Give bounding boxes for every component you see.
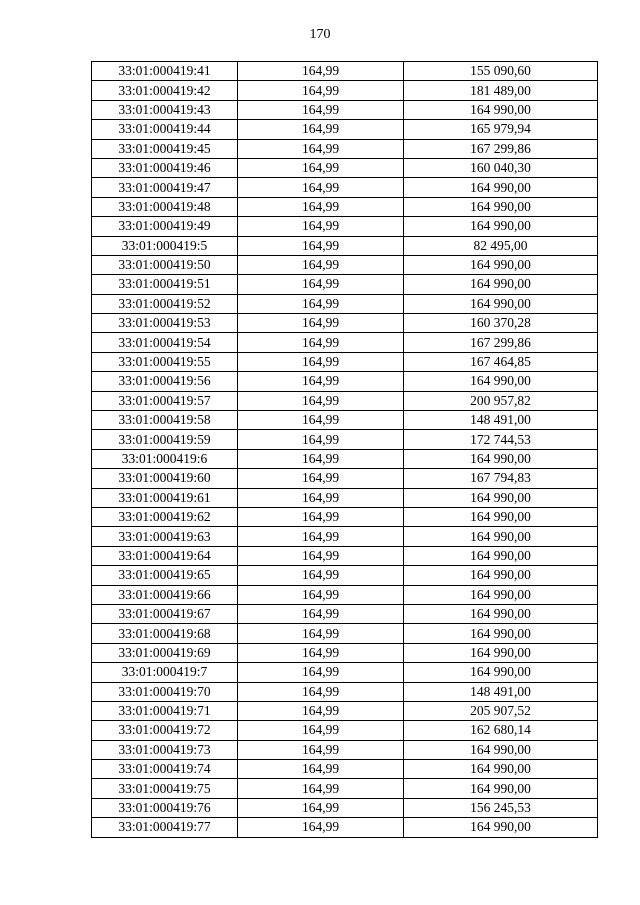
cadastral-value-cell: 165 979,94 <box>404 120 598 139</box>
unit-value-cell: 164,99 <box>238 100 404 119</box>
table-body <box>92 62 598 838</box>
cadastral-number-cell: 33:01:000419:71 <box>92 701 238 720</box>
unit-value-cell: 164,99 <box>238 682 404 701</box>
table-row <box>92 507 598 526</box>
unit-value-cell: 164,99 <box>238 740 404 759</box>
cadastral-number-cell: 33:01:000419:60 <box>92 469 238 488</box>
unit-value-cell: 164,99 <box>238 352 404 371</box>
unit-value-cell: 164,99 <box>238 120 404 139</box>
unit-value-cell: 164,99 <box>238 701 404 720</box>
cadastral-number-cell: 33:01:000419:56 <box>92 372 238 391</box>
cadastral-number-cell: 33:01:000419:43 <box>92 100 238 119</box>
cadastral-value-cell: 164 990,00 <box>404 527 598 546</box>
table-row <box>92 643 598 662</box>
table-row <box>92 217 598 236</box>
table-row <box>92 798 598 817</box>
cadastral-number-cell: 33:01:000419:69 <box>92 643 238 662</box>
cadastral-number-cell: 33:01:000419:65 <box>92 566 238 585</box>
unit-value-cell: 164,99 <box>238 643 404 662</box>
cadastral-value-cell: 164 990,00 <box>404 449 598 468</box>
cadastral-value-cell: 164 990,00 <box>404 585 598 604</box>
table-row <box>92 779 598 798</box>
cadastral-number-cell: 33:01:000419:74 <box>92 760 238 779</box>
table-row <box>92 158 598 177</box>
cadastral-number-cell: 33:01:000419:7 <box>92 663 238 682</box>
cadastral-value-cell: 167 794,83 <box>404 469 598 488</box>
cadastral-number-cell: 33:01:000419:48 <box>92 197 238 216</box>
table-row <box>92 721 598 740</box>
unit-value-cell: 164,99 <box>238 663 404 682</box>
table-row <box>92 62 598 81</box>
cadastral-value-cell: 164 990,00 <box>404 740 598 759</box>
cadastral-number-cell: 33:01:000419:54 <box>92 333 238 352</box>
cadastral-value-cell: 167 299,86 <box>404 139 598 158</box>
cadastral-number-cell: 33:01:000419:49 <box>92 217 238 236</box>
cadastral-number-cell: 33:01:000419:44 <box>92 120 238 139</box>
unit-value-cell: 164,99 <box>238 798 404 817</box>
table-row <box>92 391 598 410</box>
cadastral-value-cell: 155 090,60 <box>404 62 598 81</box>
table-row <box>92 294 598 313</box>
cadastral-number-cell: 33:01:000419:5 <box>92 236 238 255</box>
cadastral-value-cell: 156 245,53 <box>404 798 598 817</box>
cadastral-number-cell: 33:01:000419:46 <box>92 158 238 177</box>
unit-value-cell: 164,99 <box>238 566 404 585</box>
page-number: 170 <box>309 27 331 42</box>
cadastral-value-cell: 164 990,00 <box>404 100 598 119</box>
table-row <box>92 333 598 352</box>
table-row <box>92 624 598 643</box>
cadastral-number-cell: 33:01:000419:61 <box>92 488 238 507</box>
unit-value-cell: 164,99 <box>238 624 404 643</box>
unit-value-cell: 164,99 <box>238 507 404 526</box>
unit-value-cell: 164,99 <box>238 139 404 158</box>
unit-value-cell: 164,99 <box>238 255 404 274</box>
cadastral-number-cell: 33:01:000419:70 <box>92 682 238 701</box>
cadastral-number-cell: 33:01:000419:45 <box>92 139 238 158</box>
table-row <box>92 682 598 701</box>
unit-value-cell: 164,99 <box>238 81 404 100</box>
cadastral-value-cell: 164 990,00 <box>404 178 598 197</box>
cadastral-value-cell: 164 990,00 <box>404 255 598 274</box>
table-row <box>92 604 598 623</box>
table-row <box>92 120 598 139</box>
cadastral-number-cell: 33:01:000419:6 <box>92 449 238 468</box>
table-row <box>92 236 598 255</box>
cadastral-value-cell: 164 990,00 <box>404 197 598 216</box>
cadastral-value-cell: 167 464,85 <box>404 352 598 371</box>
table-row <box>92 701 598 720</box>
unit-value-cell: 164,99 <box>238 411 404 430</box>
table-row <box>92 372 598 391</box>
table-row <box>92 197 598 216</box>
table-row <box>92 314 598 333</box>
unit-value-cell: 164,99 <box>238 546 404 565</box>
cadastral-value-cell: 164 990,00 <box>404 294 598 313</box>
cadastral-number-cell: 33:01:000419:59 <box>92 430 238 449</box>
cadastral-number-cell: 33:01:000419:68 <box>92 624 238 643</box>
cadastral-value-cell: 164 990,00 <box>404 604 598 623</box>
cadastral-value-cell: 148 491,00 <box>404 411 598 430</box>
unit-value-cell: 164,99 <box>238 469 404 488</box>
table-row <box>92 663 598 682</box>
cadastral-value-cell: 181 489,00 <box>404 81 598 100</box>
cadastral-number-cell: 33:01:000419:63 <box>92 527 238 546</box>
cadastral-value-cell: 164 990,00 <box>404 760 598 779</box>
cadastral-value-cell: 82 495,00 <box>404 236 598 255</box>
cadastral-number-cell: 33:01:000419:72 <box>92 721 238 740</box>
unit-value-cell: 164,99 <box>238 275 404 294</box>
cadastral-value-cell: 160 370,28 <box>404 314 598 333</box>
unit-value-cell: 164,99 <box>238 818 404 837</box>
cadastral-number-cell: 33:01:000419:53 <box>92 314 238 333</box>
cadastral-number-cell: 33:01:000419:77 <box>92 818 238 837</box>
cadastral-number-cell: 33:01:000419:42 <box>92 81 238 100</box>
cadastral-number-cell: 33:01:000419:58 <box>92 411 238 430</box>
cadastral-value-cell: 164 990,00 <box>404 566 598 585</box>
unit-value-cell: 164,99 <box>238 333 404 352</box>
unit-value-cell: 164,99 <box>238 197 404 216</box>
cadastral-value-cell: 200 957,82 <box>404 391 598 410</box>
cadastral-value-cell: 162 680,14 <box>404 721 598 740</box>
cadastral-value-cell: 164 990,00 <box>404 217 598 236</box>
cadastral-number-cell: 33:01:000419:76 <box>92 798 238 817</box>
cadastral-value-cell: 160 040,30 <box>404 158 598 177</box>
table-row <box>92 139 598 158</box>
table-row <box>92 81 598 100</box>
cadastral-value-cell: 164 990,00 <box>404 663 598 682</box>
unit-value-cell: 164,99 <box>238 158 404 177</box>
cadastral-number-cell: 33:01:000419:64 <box>92 546 238 565</box>
unit-value-cell: 164,99 <box>238 604 404 623</box>
cadastral-number-cell: 33:01:000419:75 <box>92 779 238 798</box>
cadastral-number-cell: 33:01:000419:47 <box>92 178 238 197</box>
cadastral-number-cell: 33:01:000419:73 <box>92 740 238 759</box>
cadastral-value-cell: 164 990,00 <box>404 779 598 798</box>
cadastral-value-cell: 148 491,00 <box>404 682 598 701</box>
cadastral-value-cell: 164 990,00 <box>404 643 598 662</box>
cadastral-number-cell: 33:01:000419:51 <box>92 275 238 294</box>
cadastral-number-cell: 33:01:000419:52 <box>92 294 238 313</box>
cadastral-number-cell: 33:01:000419:50 <box>92 255 238 274</box>
cadastral-number-cell: 33:01:000419:67 <box>92 604 238 623</box>
unit-value-cell: 164,99 <box>238 527 404 546</box>
unit-value-cell: 164,99 <box>238 217 404 236</box>
unit-value-cell: 164,99 <box>238 178 404 197</box>
unit-value-cell: 164,99 <box>238 391 404 410</box>
unit-value-cell: 164,99 <box>238 449 404 468</box>
cadastral-number-cell: 33:01:000419:55 <box>92 352 238 371</box>
cadastral-value-table <box>91 61 598 838</box>
cadastral-number-cell: 33:01:000419:41 <box>92 62 238 81</box>
cadastral-value-cell: 167 299,86 <box>404 333 598 352</box>
table-row <box>92 585 598 604</box>
cadastral-value-cell: 164 990,00 <box>404 372 598 391</box>
cadastral-number-cell: 33:01:000419:66 <box>92 585 238 604</box>
unit-value-cell: 164,99 <box>238 721 404 740</box>
table-row <box>92 566 598 585</box>
unit-value-cell: 164,99 <box>238 314 404 333</box>
table-row <box>92 255 598 274</box>
table-row <box>92 275 598 294</box>
table-row <box>92 818 598 837</box>
cadastral-number-cell: 33:01:000419:57 <box>92 391 238 410</box>
unit-value-cell: 164,99 <box>238 372 404 391</box>
cadastral-value-cell: 164 990,00 <box>404 507 598 526</box>
cadastral-number-cell: 33:01:000419:62 <box>92 507 238 526</box>
table-row <box>92 178 598 197</box>
unit-value-cell: 164,99 <box>238 760 404 779</box>
cadastral-value-cell: 164 990,00 <box>404 546 598 565</box>
table-row <box>92 352 598 371</box>
table-row <box>92 469 598 488</box>
unit-value-cell: 164,99 <box>238 488 404 507</box>
table-row <box>92 760 598 779</box>
table-row <box>92 527 598 546</box>
cadastral-value-cell: 164 990,00 <box>404 818 598 837</box>
cadastral-value-cell: 172 744,53 <box>404 430 598 449</box>
unit-value-cell: 164,99 <box>238 779 404 798</box>
cadastral-value-cell: 205 907,52 <box>404 701 598 720</box>
table-row <box>92 430 598 449</box>
unit-value-cell: 164,99 <box>238 585 404 604</box>
table-row <box>92 100 598 119</box>
unit-value-cell: 164,99 <box>238 294 404 313</box>
cadastral-value-cell: 164 990,00 <box>404 624 598 643</box>
table-row <box>92 411 598 430</box>
unit-value-cell: 164,99 <box>238 430 404 449</box>
unit-value-cell: 164,99 <box>238 62 404 81</box>
table-row <box>92 546 598 565</box>
table-row <box>92 740 598 759</box>
cadastral-value-cell: 164 990,00 <box>404 488 598 507</box>
table-row <box>92 449 598 468</box>
cadastral-value-cell: 164 990,00 <box>404 275 598 294</box>
table-row <box>92 488 598 507</box>
unit-value-cell: 164,99 <box>238 236 404 255</box>
